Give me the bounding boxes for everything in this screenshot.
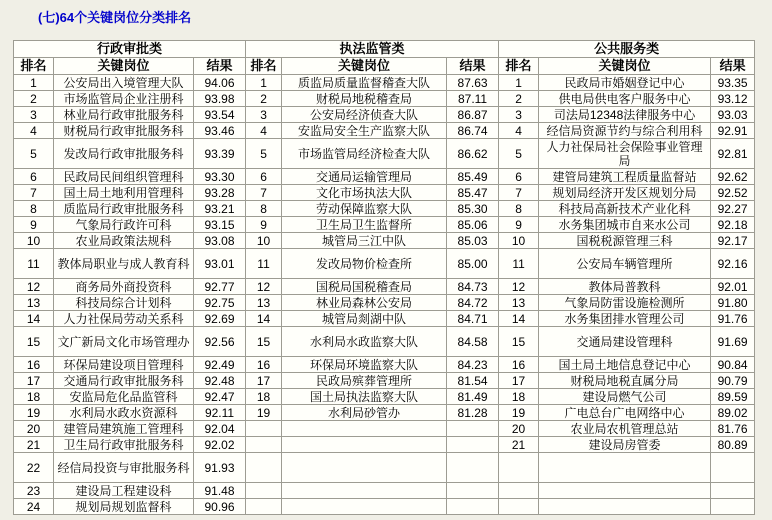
cell-result: 93.46 [194,123,246,139]
cell-result: 93.35 [711,75,755,91]
cell-rank: 9 [246,217,282,233]
cell-result: 92.18 [711,217,755,233]
column-header-row [14,58,755,75]
table-row [14,75,755,91]
col-header-result: 结果 [711,58,755,75]
cell-rank: 21 [14,437,54,453]
cell-position [282,421,447,437]
cell-rank: 2 [499,91,539,107]
cell-rank: 8 [14,201,54,217]
cell-result: 84.71 [447,311,499,327]
cell-rank [246,483,282,499]
cell-rank: 12 [499,279,539,295]
cell-position: 民政局市婚姻登记中心 [539,75,711,91]
cell-result: 89.02 [711,405,755,421]
cell-rank: 9 [14,217,54,233]
col-header-position: 关键岗位 [282,58,447,75]
cell-position: 气象局行政许可科 [54,217,194,233]
cell-result: 91.93 [194,453,246,483]
cell-position: 经信局投资与审批服务科 [54,453,194,483]
cell-rank: 8 [246,201,282,217]
cell-rank: 9 [499,217,539,233]
cell-position: 国土局土地信息登记中心 [539,357,711,373]
cell-position [539,483,711,499]
cell-position: 人力社保局社会保险事业管理局 [539,139,711,169]
cell-rank: 15 [499,327,539,357]
table-row [14,139,755,169]
cell-rank: 20 [14,421,54,437]
cell-result: 85.03 [447,233,499,249]
cell-result: 86.62 [447,139,499,169]
cell-position: 水利局砂管办 [282,405,447,421]
cell-rank [499,483,539,499]
cell-result: 85.30 [447,201,499,217]
table-row [14,295,755,311]
cell-rank: 10 [14,233,54,249]
cell-result: 93.54 [194,107,246,123]
cell-position: 水利局水政水资源科 [54,405,194,421]
cell-rank: 14 [499,311,539,327]
cell-rank: 15 [14,327,54,357]
cell-result: 81.54 [447,373,499,389]
cell-result: 92.27 [711,201,755,217]
cell-result: 92.77 [194,279,246,295]
cell-result: 92.17 [711,233,755,249]
cell-position: 建设局燃气公司 [539,389,711,405]
cell-result: 92.04 [194,421,246,437]
cell-result: 92.02 [194,437,246,453]
col-header-position: 关键岗位 [54,58,194,75]
cell-rank: 19 [14,405,54,421]
page-title: (七)64个关键岗位分类排名 [38,10,192,25]
cell-result: 90.84 [711,357,755,373]
cell-result: 86.74 [447,123,499,139]
cell-position: 文化市场执法大队 [282,185,447,201]
cell-rank: 11 [246,249,282,279]
cell-rank: 6 [14,169,54,185]
cell-rank: 18 [14,389,54,405]
cell-rank: 2 [14,91,54,107]
cell-position: 规划局经济开发区规划分局 [539,185,711,201]
cell-position [282,453,447,483]
cell-position: 国土局土地利用管理科 [54,185,194,201]
cell-position: 卫生局卫生监督所 [282,217,447,233]
cell-position: 民政局民间组织管理科 [54,169,194,185]
col-header-rank: 排名 [499,58,539,75]
table-row [14,123,755,139]
cell-position: 国土局执法监察大队 [282,389,447,405]
group-header-public-service: 公共服务类 [499,41,755,58]
cell-rank [246,453,282,483]
cell-position: 国税税源管理三科 [539,233,711,249]
cell-position: 广电总台广电网络中心 [539,405,711,421]
cell-position: 林业局森林公安局 [282,295,447,311]
cell-position: 司法局12348法律服务中心 [539,107,711,123]
cell-result: 93.12 [711,91,755,107]
cell-rank: 6 [499,169,539,185]
cell-rank: 20 [499,421,539,437]
cell-result: 81.76 [711,421,755,437]
table-row [14,499,755,515]
cell-rank: 5 [246,139,282,169]
cell-position: 农业局农机管理总站 [539,421,711,437]
table-row [14,201,755,217]
cell-position: 林业局行政审批服务科 [54,107,194,123]
cell-result: 94.06 [194,75,246,91]
cell-result: 87.11 [447,91,499,107]
group-header-admin-approval: 行政审批类 [14,41,246,58]
cell-position: 财税局地税稽查局 [282,91,447,107]
cell-result [447,453,499,483]
cell-result: 90.96 [194,499,246,515]
cell-position: 公安局出入境管理大队 [54,75,194,91]
cell-result: 93.98 [194,91,246,107]
cell-position: 民政局殡葬管理所 [282,373,447,389]
cell-result: 93.15 [194,217,246,233]
cell-position: 交通局行政审批服务科 [54,373,194,389]
cell-position [539,499,711,515]
table-row [14,279,755,295]
cell-rank: 13 [499,295,539,311]
cell-result: 84.23 [447,357,499,373]
cell-rank: 11 [499,249,539,279]
cell-rank: 21 [499,437,539,453]
ranking-table [13,40,755,515]
cell-position: 教体局普教科 [539,279,711,295]
cell-rank: 1 [14,75,54,91]
cell-rank: 10 [246,233,282,249]
cell-result: 84.72 [447,295,499,311]
table-row [14,169,755,185]
cell-rank: 15 [246,327,282,357]
cell-result [711,483,755,499]
cell-result: 91.48 [194,483,246,499]
cell-position: 安监局安全生产监察大队 [282,123,447,139]
cell-position: 市场监管局经济检查大队 [282,139,447,169]
cell-rank: 19 [246,405,282,421]
cell-result: 92.52 [711,185,755,201]
cell-position: 国税局国税稽查局 [282,279,447,295]
cell-rank: 2 [246,91,282,107]
cell-result: 85.47 [447,185,499,201]
col-header-rank: 排名 [14,58,54,75]
cell-result: 93.30 [194,169,246,185]
cell-result: 92.91 [711,123,755,139]
cell-rank: 18 [246,389,282,405]
cell-result: 84.58 [447,327,499,357]
cell-position: 商务局外商投资科 [54,279,194,295]
cell-rank: 12 [14,279,54,295]
cell-position: 财税局地税直属分局 [539,373,711,389]
col-header-result: 结果 [447,58,499,75]
cell-result: 89.59 [711,389,755,405]
cell-rank: 23 [14,483,54,499]
table-body [14,75,755,515]
cell-position: 供电局供电客户服务中心 [539,91,711,107]
table-row [14,437,755,453]
cell-position: 城管局剡湖中队 [282,311,447,327]
cell-rank: 19 [499,405,539,421]
cell-rank [246,437,282,453]
cell-position: 规划局规划监督科 [54,499,194,515]
cell-rank: 11 [14,249,54,279]
cell-position: 市场监管局企业注册科 [54,91,194,107]
cell-result: 81.28 [447,405,499,421]
cell-result: 84.73 [447,279,499,295]
table-row [14,357,755,373]
cell-rank: 1 [246,75,282,91]
cell-position: 人力社保局劳动关系科 [54,311,194,327]
table-row [14,483,755,499]
cell-rank [499,453,539,483]
cell-result: 91.76 [711,311,755,327]
cell-position: 文广新局文化市场管理办 [54,327,194,357]
cell-result: 92.16 [711,249,755,279]
cell-rank: 16 [499,357,539,373]
cell-rank: 3 [499,107,539,123]
cell-position [539,453,711,483]
group-header-law-enforcement: 执法监管类 [246,41,499,58]
cell-position: 水利局水政监察大队 [282,327,447,357]
cell-rank: 4 [14,123,54,139]
cell-rank: 1 [499,75,539,91]
col-header-position: 关键岗位 [539,58,711,75]
cell-position: 教体局职业与成人教育科 [54,249,194,279]
cell-rank: 5 [499,139,539,169]
cell-result: 92.01 [711,279,755,295]
cell-result: 93.39 [194,139,246,169]
cell-position: 水务集团城市自来水公司 [539,217,711,233]
cell-rank [246,421,282,437]
cell-position: 城管局三江中队 [282,233,447,249]
cell-result [447,499,499,515]
cell-result: 91.69 [711,327,755,357]
cell-rank: 16 [246,357,282,373]
cell-result: 81.49 [447,389,499,405]
cell-position: 环保局建设项目管理科 [54,357,194,373]
table-row [14,249,755,279]
cell-position: 科技局高新技术产业化科 [539,201,711,217]
cell-result: 80.89 [711,437,755,453]
cell-result: 86.87 [447,107,499,123]
cell-result: 92.69 [194,311,246,327]
table-row [14,405,755,421]
cell-rank: 13 [246,295,282,311]
cell-rank: 7 [246,185,282,201]
table-row [14,389,755,405]
cell-position: 卫生局行政审批服务科 [54,437,194,453]
cell-rank: 17 [14,373,54,389]
cell-position: 气象局防雷设施检测所 [539,295,711,311]
cell-rank: 16 [14,357,54,373]
cell-position: 财税局行政审批服务科 [54,123,194,139]
cell-result [711,499,755,515]
cell-position: 水务集团排水管理公司 [539,311,711,327]
table-row [14,421,755,437]
cell-position: 农业局政策法规科 [54,233,194,249]
cell-rank: 7 [499,185,539,201]
table-row [14,217,755,233]
cell-result [711,453,755,483]
cell-result: 92.62 [711,169,755,185]
cell-result: 90.79 [711,373,755,389]
col-header-result: 结果 [194,58,246,75]
cell-result: 93.03 [711,107,755,123]
cell-position: 建管局建筑工程质量监督站 [539,169,711,185]
cell-rank [246,499,282,515]
cell-position: 经信局资源节约与综合利用科 [539,123,711,139]
cell-result: 93.08 [194,233,246,249]
cell-rank: 8 [499,201,539,217]
cell-rank: 7 [14,185,54,201]
table-row [14,91,755,107]
table-row [14,373,755,389]
cell-position: 环保局环境监察大队 [282,357,447,373]
cell-position: 建设局房管委 [539,437,711,453]
cell-result: 91.80 [711,295,755,311]
cell-position: 公安局经济侦查大队 [282,107,447,123]
cell-result: 85.49 [447,169,499,185]
table-row [14,185,755,201]
cell-result: 93.01 [194,249,246,279]
cell-position: 公安局车辆管理所 [539,249,711,279]
cell-position: 交通局运输管理局 [282,169,447,185]
cell-position [282,483,447,499]
cell-result: 93.28 [194,185,246,201]
cell-position: 质监局行政审批服务科 [54,201,194,217]
cell-rank: 10 [499,233,539,249]
cell-rank: 3 [246,107,282,123]
cell-rank: 4 [246,123,282,139]
table-row [14,453,755,483]
cell-position: 科技局综合计划科 [54,295,194,311]
cell-result: 92.49 [194,357,246,373]
table-row [14,107,755,123]
table-row [14,327,755,357]
cell-rank: 17 [246,373,282,389]
cell-position: 劳动保障监察大队 [282,201,447,217]
cell-rank: 18 [499,389,539,405]
cell-result [447,421,499,437]
cell-position: 交通局建设管理科 [539,327,711,357]
table-row [14,311,755,327]
cell-result [447,437,499,453]
cell-position: 安监局危化品监管科 [54,389,194,405]
cell-position: 发改局物价检查所 [282,249,447,279]
cell-rank: 12 [246,279,282,295]
cell-result: 92.81 [711,139,755,169]
cell-position: 建管局建筑施工管理科 [54,421,194,437]
cell-result: 85.06 [447,217,499,233]
cell-result: 92.56 [194,327,246,357]
cell-rank: 24 [14,499,54,515]
category-header-row [14,41,755,58]
cell-rank: 6 [246,169,282,185]
cell-position: 建设局工程建设科 [54,483,194,499]
cell-result: 85.00 [447,249,499,279]
cell-rank: 3 [14,107,54,123]
cell-rank: 13 [14,295,54,311]
cell-result: 92.48 [194,373,246,389]
cell-rank: 5 [14,139,54,169]
cell-result [447,483,499,499]
cell-position: 发改局行政审批服务科 [54,139,194,169]
cell-result: 92.47 [194,389,246,405]
col-header-rank: 排名 [246,58,282,75]
table-row [14,233,755,249]
cell-rank [499,499,539,515]
cell-position [282,437,447,453]
cell-result: 87.63 [447,75,499,91]
cell-position: 质监局质量监督稽查大队 [282,75,447,91]
cell-rank: 22 [14,453,54,483]
cell-result: 92.11 [194,405,246,421]
cell-rank: 14 [14,311,54,327]
cell-position [282,499,447,515]
cell-rank: 17 [499,373,539,389]
cell-result: 92.75 [194,295,246,311]
cell-rank: 14 [246,311,282,327]
cell-rank: 4 [499,123,539,139]
cell-result: 93.21 [194,201,246,217]
